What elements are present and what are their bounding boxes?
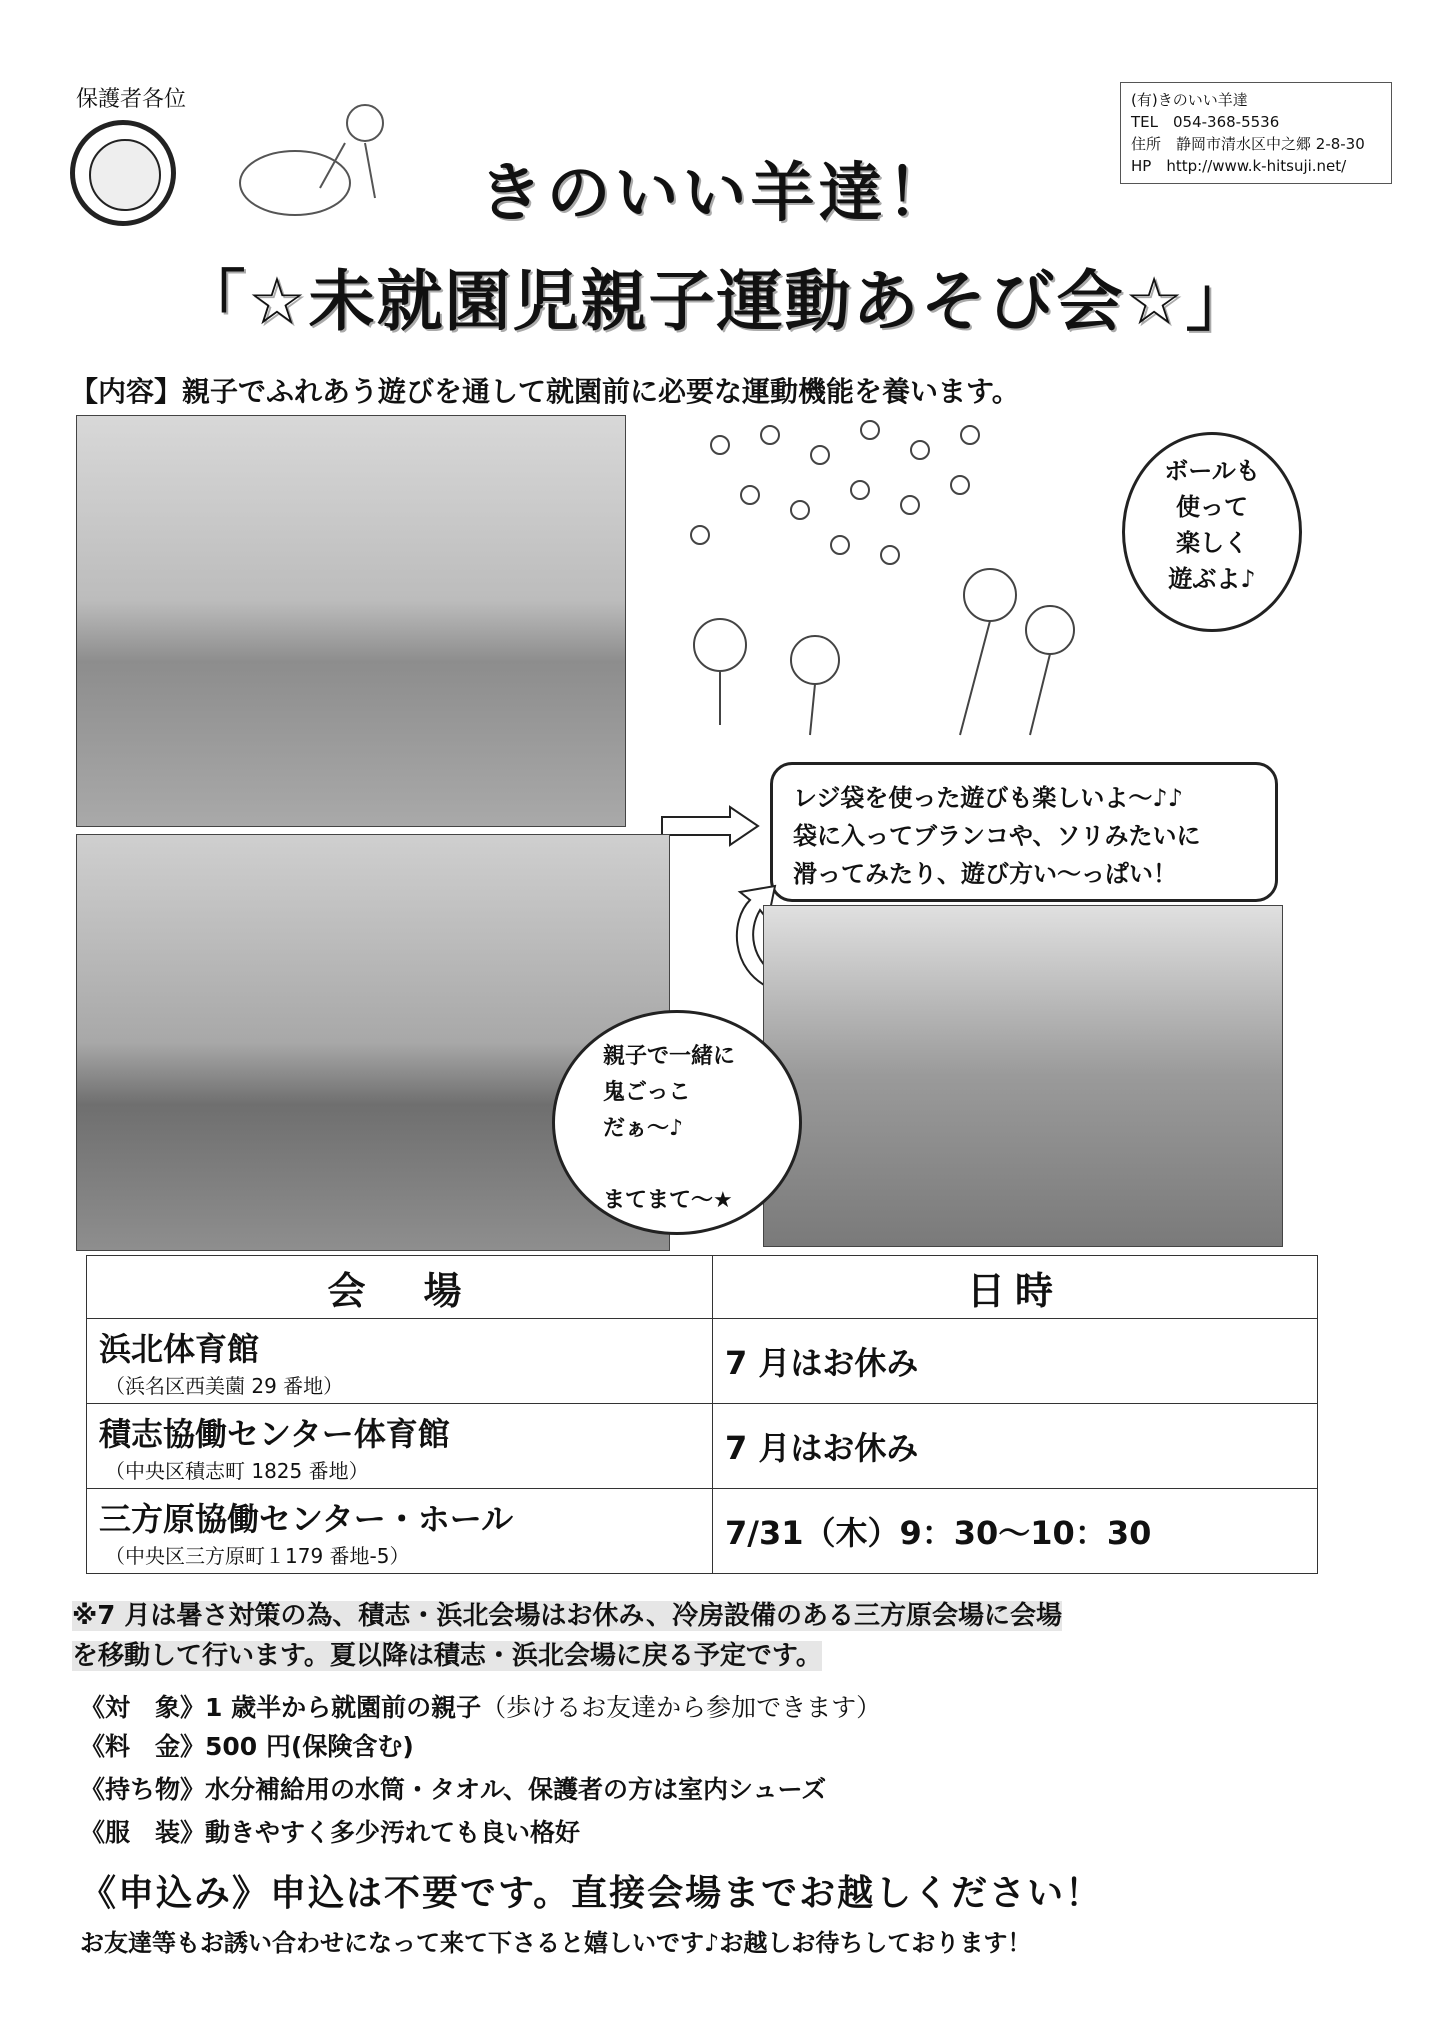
detail-fee	[80, 1727, 414, 1763]
header-venue: 会 場	[87, 1256, 713, 1319]
addressee: 保護者各位	[76, 87, 187, 112]
table-row	[87, 1489, 1318, 1574]
detail-extra: （歩けるお友達から参加できます）	[481, 1693, 882, 1722]
bubble-text: 遊ぶよ♪	[1168, 565, 1256, 593]
photo-parent-child-bag-play	[76, 415, 626, 827]
photo-child-in-bag	[763, 905, 1283, 1247]
venue-date: 7 月はお休み	[725, 1429, 919, 1467]
header-datetime: 日時	[713, 1256, 1318, 1319]
speech-bubble-ball	[1122, 432, 1302, 632]
table-row	[87, 1404, 1318, 1489]
speech-bubble-tag	[552, 1010, 802, 1235]
bubble-text: レジ袋を使った遊びも楽しいよ～♪♪	[793, 784, 1184, 812]
application-note: 《申込み》申込は不要です。直接会場までお越しください！	[80, 1873, 1104, 1914]
detail-value: 1 歳半から就園前の親子	[205, 1693, 482, 1722]
detail-label: 《対 象》	[80, 1693, 206, 1722]
detail-belongings	[80, 1770, 826, 1806]
bubble-text: ボールも	[1164, 457, 1260, 485]
detail-clothing	[80, 1813, 580, 1849]
venue-name: 浜北体育館	[99, 1329, 260, 1368]
contact-website: HP http://www.k-hitsuji.net/	[1131, 157, 1347, 175]
venue-address: （中央区積志町 1825 番地）	[105, 1458, 369, 1483]
detail-value: 動きやすく多少汚れても良い格好	[205, 1818, 581, 1847]
venue-name: 三方原協働センター・ホール	[99, 1499, 514, 1538]
bubble-text: まてまて～★	[603, 1188, 733, 1213]
contact-address: 住所 静岡市清水区中之郷 2-8-30	[1131, 135, 1365, 153]
venue-address: （浜名区西美薗 29 番地）	[105, 1373, 344, 1398]
detail-label: 《服 装》	[80, 1818, 206, 1847]
bubble-text: 楽しく	[1176, 529, 1248, 557]
detail-label: 《料 金》	[80, 1732, 206, 1761]
venue-name: 積志協働センター体育館	[99, 1414, 450, 1453]
notice-line-1: ※7 月は暑さ対策の為、積志・浜北会場はお休み、冷房設備のある三方原会場に会場	[72, 1601, 1062, 1631]
notice	[72, 1596, 1372, 1676]
contact-company: (有)きのいい羊達	[1131, 91, 1248, 109]
content-description: 【内容】親子でふれあう遊びを通して就園前に必要な運動機能を養います。	[70, 375, 1020, 408]
venue-address: （中央区三方原町１179 番地-5）	[105, 1543, 410, 1568]
table-row	[87, 1319, 1318, 1404]
bubble-text: 滑ってみたり、遊び方い～っぱい！	[793, 860, 1177, 888]
detail-target	[80, 1688, 881, 1724]
right-arrow-icon	[660, 805, 760, 847]
notice-line-2: を移動して行います。夏以降は積志・浜北会場に戻る予定です。	[72, 1641, 822, 1671]
ball-play-illustration	[660, 415, 1110, 755]
speech-bubble-bag	[770, 762, 1278, 902]
bubble-text: 鬼ごっこ	[603, 1080, 691, 1105]
title-line-2: 「☆未就園児親子運動あそび会☆」	[179, 263, 1254, 340]
venue-schedule-table	[86, 1255, 1318, 1574]
title-line-1: きのいい羊達！	[478, 157, 955, 231]
venue-date: 7 月はお休み	[725, 1344, 919, 1382]
detail-label: 《持ち物》	[80, 1775, 206, 1804]
bubble-text: 親子で一緒に	[603, 1044, 736, 1069]
bubble-text: だぁ～♪	[603, 1116, 684, 1141]
bubble-text	[603, 1147, 799, 1183]
venue-date: 7/31（木）9：30～10：30	[725, 1514, 1152, 1552]
bubble-text: 袋に入ってブランコや、ソリみたいに	[793, 822, 1201, 850]
contact-tel: TEL 054-368-5536	[1131, 113, 1280, 131]
footer-message: お友達等もお誘い合わせになって来て下さると嬉しいです♪お越しお待ちしております！	[80, 1929, 1032, 1957]
bubble-text: 使って	[1176, 493, 1248, 521]
detail-value: 水分補給用の水筒・タオル、保護者の方は室内シューズ	[205, 1775, 827, 1804]
detail-value: 500 円(保険含む)	[205, 1732, 414, 1761]
